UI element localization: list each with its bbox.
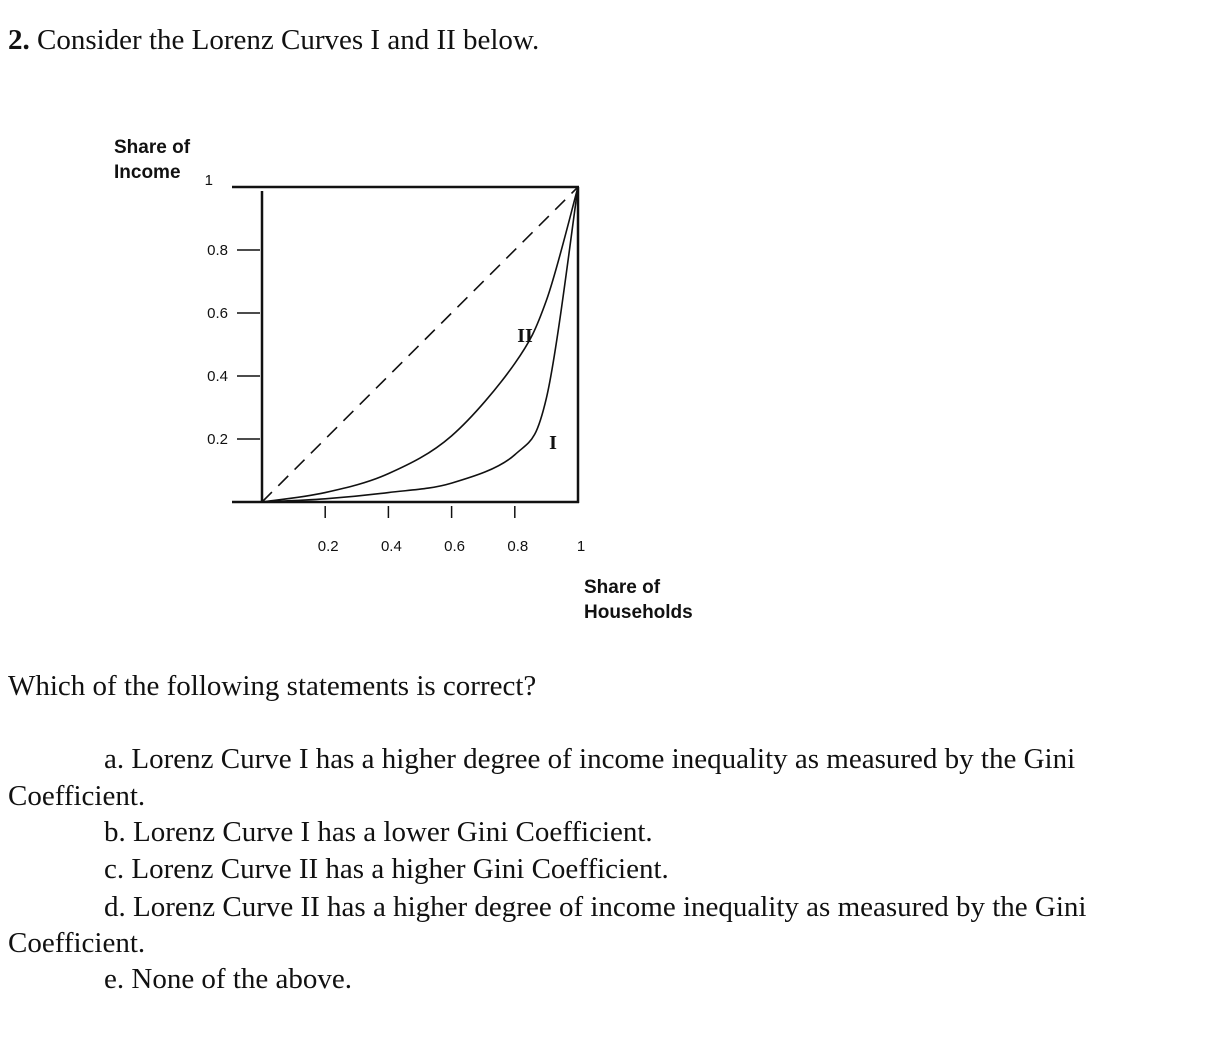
x-tick-label: 0.4 xyxy=(380,538,402,555)
y-tick-label: 0.6 xyxy=(207,305,228,322)
option-b[interactable]: b. Lorenz Curve I has a lower Gini Coefficient. xyxy=(104,816,653,848)
y-tick-label: 1 xyxy=(204,172,213,189)
option-c[interactable]: c. Lorenz Curve II has a higher Gini Coefficient. xyxy=(104,853,669,885)
y-axis-label: Income xyxy=(114,162,181,183)
x-tick-label: 0.6 xyxy=(444,538,466,555)
x-tick-label: 1 xyxy=(576,538,586,555)
option-a[interactable]: a. Lorenz Curve I has a higher degree of income inequality as measured by the Gini xyxy=(104,743,1076,775)
y-tick-label: 0.4 xyxy=(207,368,228,385)
y-axis-label: Share of xyxy=(114,137,191,158)
question-prompt: Which of the following statements is correct? xyxy=(8,670,537,702)
x-tick-label: 0.2 xyxy=(317,538,339,555)
question-number: 2. xyxy=(8,24,30,56)
lorenz-chart xyxy=(0,120,760,640)
option-d[interactable]: d. Lorenz Curve II has a higher degree of income inequality as measured by the Gini xyxy=(104,891,1087,923)
curve-label-i: I xyxy=(549,432,557,454)
y-tick-label: 0.8 xyxy=(207,242,228,259)
option-d-continuation: Coefficient. xyxy=(8,927,146,959)
option-a-continuation: Coefficient. xyxy=(8,780,146,812)
curve-label-ii: II xyxy=(517,325,533,347)
x-tick-label: 0.8 xyxy=(507,538,529,555)
option-e[interactable]: e. None of the above. xyxy=(104,963,353,995)
x-axis-label: Share of xyxy=(584,577,661,598)
y-tick-label: 0.2 xyxy=(207,431,228,448)
question-title xyxy=(8,24,539,57)
question-text: Consider the Lorenz Curves I and II below. xyxy=(37,24,540,56)
x-axis-label: Households xyxy=(584,602,693,623)
